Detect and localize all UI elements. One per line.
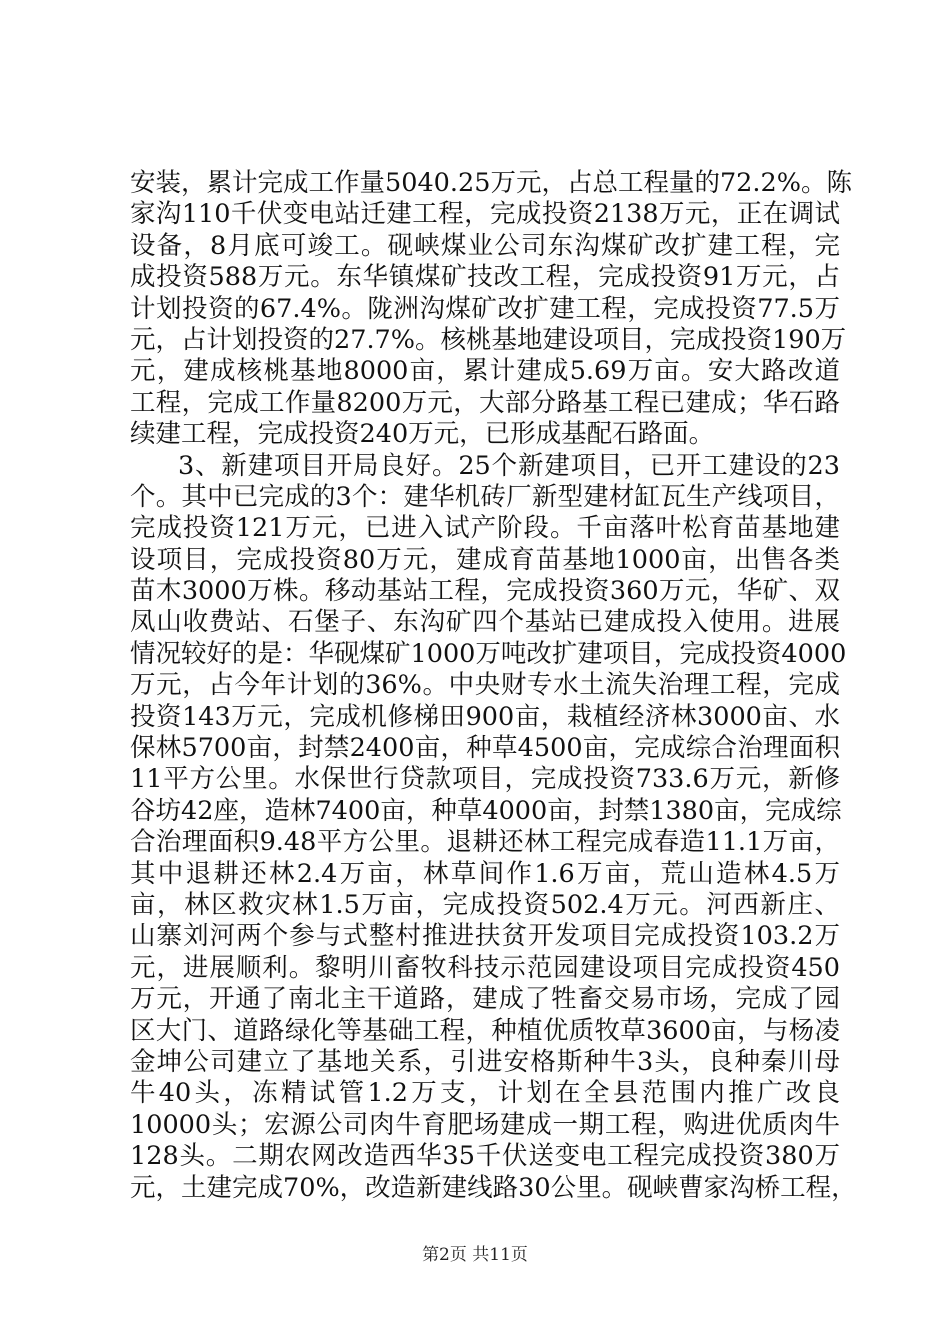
text-line: 设项目，完成投资80万元，建成育苗基地1000亩，出售各类 bbox=[130, 544, 840, 575]
text-line: 凤山收费站、石堡子、东沟矿四个基站已建成投入使用。进展 bbox=[130, 607, 840, 638]
paragraph-start-line: 3、新建项目开局良好。25个新建项目，已开工建设的23 bbox=[178, 450, 840, 481]
text-line: 设备，8月底可竣工。砚峡煤业公司东沟煤矿改扩建工程，完 bbox=[130, 230, 840, 261]
text-line: 个。其中已完成的3个：建华机砖厂新型建材缸瓦生产线项目， bbox=[130, 481, 840, 512]
text-line: 其中退耕还林2.4万亩，林草间作1.6万亩，荒山造林4.5万 bbox=[130, 858, 840, 889]
text-line: 山寨刘河两个参与式整村推进扶贫开发项目完成投资103.2万 bbox=[130, 921, 840, 952]
text-line: 128头。二期农网改造西华35千伏送变电工程完成投资380万 bbox=[130, 1141, 840, 1172]
text-line: 家沟110千伏变电站迁建工程，完成投资2138万元，正在调试 bbox=[130, 199, 840, 230]
text-line: 完成投资121万元，已进入试产阶段。千亩落叶松育苗基地建 bbox=[130, 513, 840, 544]
text-line: 11平方公里。水保世行贷款项目，完成投资733.6万元，新修 bbox=[130, 764, 840, 795]
body-text bbox=[130, 168, 857, 1204]
text-line: 区大门、道路绿化等基础工程，种植优质牧草3600亩，与杨凌 bbox=[130, 1015, 840, 1046]
page-number-footer: 第2页 共11页 bbox=[422, 1245, 528, 1265]
text-line: 元，建成核桃基地8000亩，累计建成5.69万亩。安大路改道 bbox=[130, 356, 840, 387]
text-line: 合治理面积9.48平方公里。退耕还林工程完成春造11.1万亩， bbox=[130, 827, 840, 858]
text-line: 计划投资的67.4%。陇洲沟煤矿改扩建工程，完成投资77.5万 bbox=[130, 293, 840, 324]
text-line: 情况较好的是：华砚煤矿1000万吨改扩建项目，完成投资4000 bbox=[130, 638, 847, 669]
text-line: 万元，开通了南北主干道路，建成了牲畜交易市场，完成了园 bbox=[130, 984, 840, 1015]
text-line: 工程，完成工作量8200万元，大部分路基工程已建成；华石路 bbox=[130, 387, 840, 418]
text-line: 元，进展顺利。黎明川畜牧科技示范园建设项目完成投资450 bbox=[130, 952, 840, 983]
text-line: 续建工程，完成投资240万元，已形成基配石路面。 bbox=[130, 419, 715, 450]
text-line: 安装，累计完成工作量5040.25万元，占总工程量的72.2%。陈 bbox=[130, 168, 852, 198]
text-line: 金坤公司建立了基地关系，引进安格斯种牛3头，良种秦川母 bbox=[130, 1046, 840, 1077]
text-line: 元，土建完成70%，改造新建线路30公里。砚峡曹家沟桥工程， bbox=[130, 1172, 857, 1203]
text-line: 投资143万元，完成机修梯田900亩，栽植经济林3000亩、水 bbox=[130, 701, 840, 732]
text-line: 成投资588万元。东华镇煤矿技改工程，完成投资91万元，占 bbox=[130, 262, 840, 293]
text-line: 谷坊42座，造林7400亩，种草4000亩，封禁1380亩，完成综 bbox=[130, 795, 842, 826]
text-line: 元，占计划投资的27.7%。核桃基地建设项目，完成投资190万 bbox=[130, 324, 847, 355]
text-line: 万元，占今年计划的36%。中央财专水土流失治理工程，完成 bbox=[130, 670, 840, 701]
text-line: 保林5700亩，封禁2400亩，种草4500亩，完成综合治理面积 bbox=[130, 733, 840, 764]
text-line: 10000头；宏源公司肉牛育肥场建成一期工程，购进优质肉牛 bbox=[130, 1109, 840, 1140]
text-line: 牛40头，冻精试管1.2万支，计划在全县范围内推广改良 bbox=[130, 1078, 840, 1109]
text-line: 苗木3000万株。移动基站工程，完成投资360万元，华矿、双 bbox=[130, 576, 840, 607]
text-line: 亩，林区救灾林1.5万亩，完成投资502.4万元。河西新庄、 bbox=[130, 889, 840, 920]
